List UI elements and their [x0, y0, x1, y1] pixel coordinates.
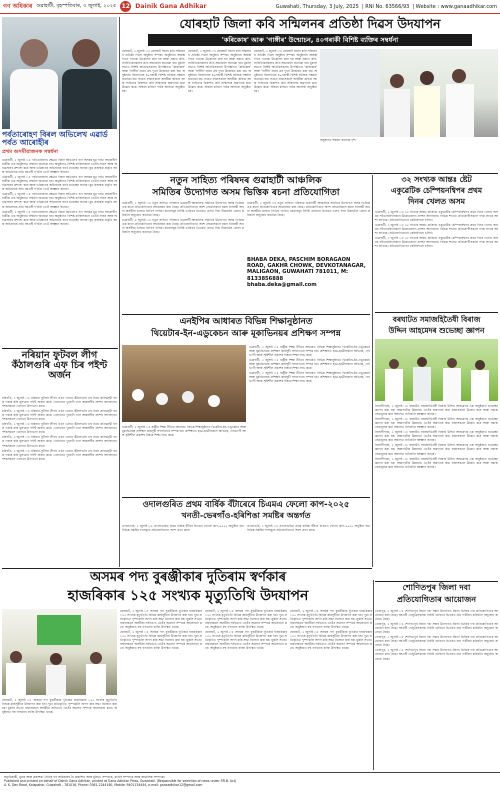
right2-photo-person-3-body	[443, 368, 461, 401]
bottom-lead-text-3b: যোৰহাট, ২ জুলাই ঃ অসমৰ পদ্য বুৰঞ্জীকাৰ দুতিৰাম হাজৰিকাৰ ১২৫ সংখ্যক মৃত্যুতিথি বিভিন্ন কাৰ্যসূচীৰে উদযাপন কৰা হয়। পুৱা প্ৰতিকৃতিত পুষ্পাঞ্জলি অৰ্পণ কৰি শ্ৰদ্ধা নিবেদন কৰা হয়। মুকলি সভাত বক্তাসকলে অসমীয়া সাহিত্যত তেওঁৰ অৱদান সম্পৰ্কে আলোচনা কৰে। অনুষ্ঠানত বহু গণ্যমান্য ব্যক্তি উপস্থিত থাকে।	[205, 630, 287, 651]
training-headline-2: থিয়েটাৰ-ইন-এডুকেচন আৰু মূকাভিনয়ৰ প্ৰশিক্ষণ সম্পন্ন	[151, 329, 341, 339]
center-address: BHABA DEKA, PASCHIM BORAGAON ROAD, GAKHR CHOWK, DEVKOTANAGAR, MALIGAON, GUWAHATI 781011, M: 8133856888	[247, 257, 366, 282]
center-email: bhaba.deka@gmail.com	[247, 281, 317, 288]
divider-right-2	[375, 581, 498, 582]
right2-photo	[375, 339, 498, 401]
training-headline-1: এনইপিৰ আধাৰত বিভিন্ন শিক্ষানুষ্ঠানত	[179, 317, 313, 327]
bottom-lead-text-2: যোৰহাট, ২ জুলাই ঃ অসমৰ পদ্য বুৰঞ্জীকাৰ দুতিৰাম হাজৰিকাৰ ১২৫ সংখ্যক মৃত্যুতিথি বিভিন্ন কাৰ্যসূচীৰে উদযাপন কৰা হয়। পুৱা প্ৰতিকৃতিত পুষ্পাঞ্জলি অৰ্পণ কৰি শ্ৰদ্ধা নিবেদন কৰা হয়। মুকলি সভাত বক্তাসকলে অসমীয়া সাহিত্যত তেওঁৰ অৱদান সম্পৰ্কে আলোচনা কৰে। অনুষ্ঠানত বহু গণ্যমান্য ব্যক্তি উপস্থিত থাকে।	[120, 609, 202, 630]
training-photo-child-2	[156, 393, 168, 405]
drama-body-col-1	[122, 524, 244, 566]
right1-body-text-3: গুৱাহাটী, ২ জুলাই ঃ ৩২ সংখ্যক আন্তঃ ৰাজ্যিক একুৱেটিক চেম্পিয়নশ্বিপৰ প্ৰথম দিনৰ খেলত অসমৰ সাঁতোৰবিদসকলে উল্লেখযোগ্য প্ৰদৰ্শন আগবঢ়ায়। বিভিন্ন শাখাত প্ৰতিযোগীসকলে পদক লাভৰ আশা ৰাখিছে। প্ৰতিযোগিতাখন কেইবাদিনো চলিব।	[375, 236, 498, 249]
right1-body	[375, 210, 498, 310]
center-body-text-2-wrap	[247, 201, 370, 257]
lead-photo-person-1-body	[384, 89, 410, 137]
bottom-lead-person-1-body	[6, 663, 26, 695]
left-date: গুৱাহাটী, বৃহস্পতিবাৰ, ৩ জুলাই, ২০২৫	[36, 2, 117, 9]
lead-subheadline: 'কৰিকোষ' আৰু 'গাঙ্গীৰ' উন্মোচন, ৪০গৰাকী বিশিষ্ট ব্যক্তিৰ সম্বৰ্ধনা	[148, 34, 472, 46]
right2-photo-person-2	[417, 357, 427, 367]
center-body-col-2	[247, 201, 370, 312]
column-rule-3	[373, 580, 374, 770]
training-body-text-1: গুৱাহাটী, ২ জুলাই ঃ ৰাষ্ট্ৰীয় শিক্ষা নীতিৰ আধাৰত বিভিন্ন শিক্ষানুষ্ঠানত থিয়েটাৰ-ইন-এডুকেচন আৰু মূকাভিনয়ৰ প্ৰশিক্ষণ কাৰ্যসূচী সফলতাৰে সম্পন্ন হয়। প্ৰশিক্ষণত ছাত্ৰ-ছাত্ৰীসকলে অভিনয়, দেহভংগী আৰু সৃষ্টিশীল প্ৰকাশৰ বিষয়ে শিক্ষা লাভ কৰে।	[249, 345, 370, 358]
center-body-text-1: গুৱাহাটী, ২ জুলাই ঃ নতুন সাহিত্য পৰিষদৰ গুৱাহাটী আঞ্চলিক সমিতিৰ উদ্যোগত অসম ভিত্তিক এক ৰচনা প্ৰতিযোগিতাৰ আয়োজন কৰা হৈছে। প্ৰতিযোগিতাত অংশ লোৱাসকলে ৰচনা ইংৰাজী অথবা অসমীয়া ভাষাত লিখিব পাৰিব। ৰচনাসমূহ নিৰ্দিষ্ট তাৰিখৰ ভিতৰত তলত দিয়া ঠিকনালৈ প্ৰেৰণ কৰিবলৈ অনুৰোধ জনোৱা হৈছে।	[122, 201, 244, 218]
drama-body-text-2: ওদালগুৰি, ২ জুলাই ঃ ওদালগুৰিত প্ৰথম বাৰ্ষিক বঁটাৰে চিএমএ ফেলো কাপ-২০২৫ অনুষ্ঠিত হয়। বিভিন্ন সমষ্টিৰ দলসমূহে প্ৰতিযোগিতাত অংশ গ্ৰহণ কৰে।	[247, 524, 370, 533]
footer-line-3: A. K. Dev Road, Kalapahar, Guwahati - 781016, Phone: 0361-2244160, Mobile: 9401134444, e-mail: ganaadhikar12@gmail.com	[4, 783, 203, 787]
bottom-lead-body-col-3	[205, 609, 287, 770]
page-number-badge: 12	[121, 3, 130, 10]
bottom-lead-text-4: যোৰহাট, ২ জুলাই ঃ অসমৰ পদ্য বুৰঞ্জীকাৰ দুতিৰাম হাজৰিকাৰ ১২৫ সংখ্যক মৃত্যুতিথি বিভিন্ন কাৰ্যসূচীৰে উদযাপন কৰা হয়। পুৱা প্ৰতিকৃতিত পুষ্পাঞ্জলি অৰ্পণ কৰি শ্ৰদ্ধা নিবেদন কৰা হয়। মুকলি সভাত বক্তাসকলে অসমীয়া সাহিত্যত তেওঁৰ অৱদান সম্পৰ্কে আলোচনা কৰে। অনুষ্ঠানত বহু গণ্যমান্য ব্যক্তি উপস্থিত থাকে।	[290, 609, 372, 630]
right2-body-text-3: বিলাসীপাৰা, ২ জুলাই ঃ বৰঘাটত সমাজহিতৈষী বিৰাজ উদ্দিন আহমেদক এক অনুষ্ঠানত শুভেচ্ছা জ্ঞাপন কৰা হয়। অঞ্চলটোৰ উন্নয়নত তেওঁৰ অৱদানৰ কথা বক্তাসকলে উল্লেখ কৰে আৰু সমাজসেৱামূলক কাম অব্যাহত ৰাখিবলৈ আহ্বান জনায়।	[375, 430, 498, 443]
football-para-3: মৰিগাঁও, ২ জুলাই ঃ নৰিয়ান ফুটবল লীগৰ এখন খেলত কঁঠালগুৰি এফ চিয়ে প্ৰতিদ্বন্দ্বী দলক পৰাস্ত কৰি মূল্যৱান পইণ্ট অৰ্জন কৰে। খেলখনত দুয়োটা দলে আকৰ্ষণীয় প্ৰদৰ্শন আগবঢ়ায়। দৰ্শকসকলে খেলখন উপভোগ কৰে।	[2, 422, 117, 435]
center-headline-2: সমিতিৰ উদ্যোগত অসম ভিত্তিক ৰচনা প্ৰতিযোগিতা	[152, 187, 340, 198]
football-para-5: মৰিগাঁও, ২ জুলাই ঃ নৰিয়ান ফুটবল লীগৰ এখন খেলত কঁঠালগুৰি এফ চিয়ে প্ৰতিদ্বন্দ্বী দলক পৰাস্ত কৰি মূল্যৱান পইণ্ট অৰ্জন কৰে। খেলখনত দুয়োটা দলে আকৰ্ষণীয় প্ৰদৰ্শন আগবঢ়ায়। দৰ্শকসকলে খেলখন উপভোগ কৰে।	[2, 448, 117, 461]
lead-photo	[320, 49, 498, 137]
right2-headline-2: উদ্দিন আহমেদৰ শুভেচ্ছা জ্ঞাপন	[388, 326, 485, 335]
right3-body-text-1: তেজপুৰ, ২ জুলাই ঃ শোণিতপুৰ জিলা দবা সন্থাৰ উদ্যোগত জিলা ভিত্তিক দবা প্ৰতিযোগিতাৰ আয়োজন কৰা হৈছে। আগ্ৰহী খেলুৱৈসকলক নিৰ্দিষ্ট তাৰিখৰ ভিতৰত নাম পঞ্জীয়ন কৰিবলৈ অনুৰোধ জনোৱা হৈছে।	[375, 609, 498, 622]
lead-photo-person-2	[420, 71, 434, 85]
training-photo-child-1	[132, 389, 144, 401]
lead-body-col-1	[122, 49, 185, 171]
right3-headline-1: শোণিতপুৰ জিলা দবা	[402, 583, 471, 592]
right2-body-text-4: বিলাসীপাৰা, ২ জুলাই ঃ বৰঘাটত সমাজহিতৈষী বিৰাজ উদ্দিন আহমেদক এক অনুষ্ঠানত শুভেচ্ছা জ্ঞাপন কৰা হয়। অঞ্চলটোৰ উন্নয়নত তেওঁৰ অৱদানৰ কথা বক্তাসকলে উল্লেখ কৰে আৰু সমাজসেৱামূলক কাম অব্যাহত ৰাখিবলৈ আহ্বান জনায়।	[375, 443, 498, 456]
training-body-text-4: গুৱাহাটী, ২ জুলাই ঃ ৰাষ্ট্ৰীয় শিক্ষা নীতিৰ আধাৰত বিভিন্ন শিক্ষানুষ্ঠানত থিয়েটাৰ-ইন-এডুকেচন আৰু মূকাভিনয়ৰ প্ৰশিক্ষণ কাৰ্যসূচী সফলতাৰে সম্পন্ন হয়। প্ৰশিক্ষণত ছাত্ৰ-ছাত্ৰীসকলে অভিনয়, দেহভংগী আৰু সৃষ্টিশীল প্ৰকাশৰ বিষয়ে শিক্ষা লাভ কৰে।	[122, 425, 246, 438]
center-body-col-1	[122, 201, 244, 312]
training-photo	[122, 345, 246, 422]
drama-headline-2: খনতী-ভেৰগাঁও-হৰিশিঙা সমষ্টিৰ অন্তৰ্গত	[181, 511, 311, 520]
dateline: Guwahati, Thursday, 3 July, 2025	[275, 3, 359, 10]
column-rule-1	[119, 17, 120, 567]
center-headline-1: নতুন সাহিত্য পৰিষদৰ গুৱাহাটী আঞ্চলিক	[170, 175, 322, 186]
right2-body-text-1: বিলাসীপাৰা, ২ জুলাই ঃ বৰঘাটত সমাজহিতৈষী বিৰাজ উদ্দিন আহমেদক এক অনুষ্ঠানত শুভেচ্ছা জ্ঞাপন কৰা হয়। অঞ্চলটোৰ উন্নয়নত তেওঁৰ অৱদানৰ কথা বক্তাসকলে উল্লেখ কৰে আৰু সমাজসেৱামূলক কাম অব্যাহত ৰাখিবলৈ আহ্বান জনায়।	[375, 404, 498, 417]
right2-headline-1: বৰঘাটত সমাজহিতৈষী বিৰাজ	[392, 315, 481, 324]
rni-number: RNI No. 63566/93	[365, 3, 410, 10]
masthead-bar	[0, 0, 500, 14]
lead-headline: যোৰহাট জিলা কবি সন্মিলনৰ প্ৰতিষ্ঠা দিৱস উদযাপন	[179, 16, 441, 31]
right3-body	[375, 609, 498, 770]
footer	[0, 772, 500, 794]
person-body-2	[62, 69, 112, 129]
lead-body-text-3: যোৰহাট, ২ জুলাই ঃ যোৰহাট জিলা কবি সন্মিলনৰ প্ৰতিষ্ঠা দিৱস অনুষ্ঠান সম্পন্ন। অনুষ্ঠানৰ আৰম্ভণিতে পতাকা উত্তোলন কৰা হয় আৰু প্ৰয়াত কবি-সাহিত্যিকসকলৰ প্ৰতি শ্ৰদ্ধাঞ্জলি জনোৱা হয়। মুকলি সভাত বিশিষ্ট অতিথিসকলৰ উপস্থিতিত 'কৰিকোষ' আৰু 'গাঙ্গীৰ' নামৰ গ্ৰন্থ দুখন উন্মোচন কৰা হয়। অনুষ্ঠানত জিলাখনৰ ৪০গৰাকী বিশিষ্ট ব্যক্তিক সম্বৰ্ধনা জনোৱা হয়। সভাত বক্তাসকলে অসমীয়া কবিতা আৰু সাহিত্যৰ বিকাশত কবি সন্মিলনৰ অৱদানৰ কথা উল্লেখ কৰে। সন্ধিয়া কবিতা পাঠৰ আসৰো অনুষ্ঠিত হয়।	[254, 49, 317, 94]
left-story-para-4: গুৱাহাটী, ২ জুলাই ঃ পৰ্বতাৰোহণৰ ক্ষেত্ৰত বিৰল অভিলেখ গঢ়া অসমৰ যুৱ পৰ্বত আৰোহীগৰাকীক এক অনুষ্ঠানত সম্বৰ্ধনা জনোৱা হয়। অনুষ্ঠানত বিশিষ্ট ব্যক্তিসকলে তেওঁৰ সাহস আৰু অধ্যৱসায়ৰ প্ৰশংসা কৰে আৰু ভৱিষ্যতৰ অভিযানৰ বাবে শুভেচ্ছা জনায়। যুৱ প্ৰজন্মক প্ৰকৃতি আৰু অভিযানৰ প্ৰতি আগ্ৰহী হ'বলৈ তেওঁ আহ্বান জনায়।	[2, 209, 117, 226]
training-body-left	[122, 425, 246, 495]
training-body-text-3: গুৱাহাটী, ২ জুলাই ঃ ৰাষ্ট্ৰীয় শিক্ষা নীতিৰ আধাৰত বিভিন্ন শিক্ষানুষ্ঠানত থিয়েটাৰ-ইন-এডুকেচন আৰু মূকাভিনয়ৰ প্ৰশিক্ষণ কাৰ্যসূচী সফলতাৰে সম্পন্ন হয়। প্ৰশিক্ষণত ছাত্ৰ-ছাত্ৰীসকলে অভিনয়, দেহভংগী আৰু সৃষ্টিশীল প্ৰকাশৰ বিষয়ে শিক্ষা লাভ কৰে।	[249, 371, 370, 384]
bottom-lead-text-1: যোৰহাট, ২ জুলাই ঃ অসমৰ পদ্য বুৰঞ্জীকাৰ দুতিৰাম হাজৰিকাৰ ১২৫ সংখ্যক মৃত্যুতিথি বিভিন্ন কাৰ্যসূচীৰে উদযাপন কৰা হয়। পুৱা প্ৰতিকৃতিত পুষ্পাঞ্জলি অৰ্পণ কৰি শ্ৰদ্ধা নিবেদন কৰা হয়। মুকলি সভাত বক্তাসকলে অসমীয়া সাহিত্যত তেওঁৰ অৱদান সম্পৰ্কে আলোচনা কৰে। অনুষ্ঠানত বহু গণ্যমান্য ব্যক্তি উপস্থিত থাকে।	[2, 698, 117, 715]
left-story-para-3: গুৱাহাটী, ২ জুলাই ঃ পৰ্বতাৰোহণৰ ক্ষেত্ৰত বিৰল অভিলেখ গঢ়া অসমৰ যুৱ পৰ্বত আৰোহীগৰাকীক এক অনুষ্ঠানত সম্বৰ্ধনা জনোৱা হয়। অনুষ্ঠানত বিশিষ্ট ব্যক্তিসকলে তেওঁৰ সাহস আৰু অধ্যৱসায়ৰ প্ৰশংসা কৰে আৰু ভৱিষ্যতৰ অভিযানৰ বাবে শুভেচ্ছা জনায়। যুৱ প্ৰজন্মক প্ৰকৃতি আৰু অভিযানৰ প্ৰতি আগ্ৰহী হ'বলৈ তেওঁ আহ্বান জনায়।	[2, 192, 117, 209]
person-head-1	[20, 39, 48, 67]
footer-line-1: স্বত্বাধিকাৰী, মুদ্ৰক আৰু প্ৰকাশক: দৈনিক গণ অধিকাৰৰ হৈ প্ৰকাশিত আৰু মুদ্ৰিত। সম্পাদক, বাতৰি সম্পাদক আৰু আৱাসিক সম্পাদক।	[4, 775, 166, 779]
right2-photo-person-4	[475, 360, 485, 370]
center-body-text-1b: গুৱাহাটী, ২ জুলাই ঃ নতুন সাহিত্য পৰিষদৰ গুৱাহাটী আঞ্চলিক সমিতিৰ উদ্যোগত অসম ভিত্তিক এক ৰচনা প্ৰতিযোগিতাৰ আয়োজন কৰা হৈছে। প্ৰতিযোগিতাত অংশ লোৱাসকলে ৰচনা ইংৰাজী অথবা অসমীয়া ভাষাত লিখিব পাৰিব। ৰচনাসমূহ নিৰ্দিষ্ট তাৰিখৰ ভিতৰত তলত দিয়া ঠিকনালৈ প্ৰেৰণ কৰিবলৈ অনুৰোধ জনোৱা হৈছে।	[122, 218, 244, 235]
divider-center-2	[122, 497, 370, 498]
right1-body-text-1: গুৱাহাটী, ২ জুলাই ঃ ৩২ সংখ্যক আন্তঃ ৰাজ্যিক একুৱেটিক চেম্পিয়নশ্বিপৰ প্ৰথম দিনৰ খেলত অসমৰ সাঁতোৰবিদসকলে উল্লেখযোগ্য প্ৰদৰ্শন আগবঢ়ায়। বিভিন্ন শাখাত প্ৰতিযোগীসকলে পদক লাভৰ আশা ৰাখিছে। প্ৰতিযোগিতাখন কেইবাদিনো চলিব।	[375, 210, 498, 223]
training-body	[249, 345, 370, 495]
right3-body-text-2: তেজপুৰ, ২ জুলাই ঃ শোণিতপুৰ জিলা দবা সন্থাৰ উদ্যোগত জিলা ভিত্তিক দবা প্ৰতিযোগিতাৰ আয়োজন কৰা হৈছে। আগ্ৰহী খেলুৱৈসকলক নিৰ্দিষ্ট তাৰিখৰ ভিতৰত নাম পঞ্জীয়ন কৰিবলৈ অনুৰোধ জনোৱা হৈছে।	[375, 622, 498, 635]
lead-caption-text: অনুষ্ঠানত সম্বৰ্ধনা জনোৱা দৃশ্য	[320, 139, 356, 142]
right2-photo-person-1	[389, 359, 399, 369]
person-head-2	[72, 39, 100, 67]
newspaper-logo: গণ অধিকাৰ	[3, 3, 33, 10]
lead-photo-wall	[320, 49, 380, 137]
right2-photo-person-4-body	[471, 370, 489, 401]
football-headline: নৰিয়ান ফুটবল লীগ কঁঠালগুৰি এফ চিৰ পইণ্ট অৰ্জন	[11, 350, 108, 382]
right1-headline-2: একুৱেটিক চেম্পিয়নশ্বিপৰ প্ৰথম	[391, 186, 482, 195]
right2-photo-person-3	[447, 358, 457, 368]
football-para-1: মৰিগাঁও, ২ জুলাই ঃ নৰিয়ান ফুটবল লীগৰ এখন খেলত কঁঠালগুৰি এফ চিয়ে প্ৰতিদ্বন্দ্বী দলক পৰাস্ত কৰি মূল্যৱান পইণ্ট অৰ্জন কৰে। খেলখনত দুয়োটা দলে আকৰ্ষণীয় প্ৰদৰ্শন আগবঢ়ায়। দৰ্শকসকলে খেলখন উপভোগ কৰে।	[2, 396, 117, 409]
bottom-lead-text-3: যোৰহাট, ২ জুলাই ঃ অসমৰ পদ্য বুৰঞ্জীকাৰ দুতিৰাম হাজৰিকাৰ ১২৫ সংখ্যক মৃত্যুতিথি বিভিন্ন কাৰ্যসূচীৰে উদযাপন কৰা হয়। পুৱা প্ৰতিকৃতিত পুষ্পাঞ্জলি অৰ্পণ কৰি শ্ৰদ্ধা নিবেদন কৰা হয়। মুকলি সভাত বক্তাসকলে অসমীয়া সাহিত্যত তেওঁৰ অৱদান সম্পৰ্কে আলোচনা কৰে। অনুষ্ঠানত বহু গণ্যমান্য ব্যক্তি উপস্থিত থাকে।	[205, 609, 287, 630]
left-story-para-1: গুৱাহাটী, ২ জুলাই ঃ পৰ্বতাৰোহণৰ ক্ষেত্ৰত বিৰল অভিলেখ গঢ়া অসমৰ যুৱ পৰ্বত আৰোহীগৰাকীক এক অনুষ্ঠানত সম্বৰ্ধনা জনোৱা হয়। অনুষ্ঠানত বিশিষ্ট ব্যক্তিসকলে তেওঁৰ সাহস আৰু অধ্যৱসায়ৰ প্ৰশংসা কৰে আৰু ভৱিষ্যতৰ অভিযানৰ বাবে শুভেচ্ছা জনায়। যুৱ প্ৰজন্মক প্ৰকৃতি আৰু অভিযানৰ প্ৰতি আগ্ৰহী হ'বলৈ তেওঁ আহ্বান জনায়।	[2, 158, 117, 175]
bottom-lead-person-1	[10, 651, 22, 663]
lead-photo-person-1	[390, 74, 404, 88]
divider-right-1	[375, 312, 498, 313]
website: Website : www.ganaadhikar.com	[415, 3, 497, 10]
bottom-lead-person-2	[50, 653, 62, 665]
left-top-photo	[2, 17, 117, 129]
bottom-lead-text-2b: যোৰহাট, ২ জুলাই ঃ অসমৰ পদ্য বুৰঞ্জীকাৰ দুতিৰাম হাজৰিকাৰ ১২৫ সংখ্যক মৃত্যুতিথি বিভিন্ন কাৰ্যসূচীৰে উদযাপন কৰা হয়। পুৱা প্ৰতিকৃতিত পুষ্পাঞ্জলি অৰ্পণ কৰি শ্ৰদ্ধা নিবেদন কৰা হয়। মুকলি সভাত বক্তাসকলে অসমীয়া সাহিত্যত তেওঁৰ অৱদান সম্পৰ্কে আলোচনা কৰে। অনুষ্ঠানত বহু গণ্যমান্য ব্যক্তি উপস্থিত থাকে।	[120, 630, 202, 651]
lead-body-col-2	[188, 49, 251, 171]
bottom-lead-text-4b: যোৰহাট, ২ জুলাই ঃ অসমৰ পদ্য বুৰঞ্জীকাৰ দুতিৰাম হাজৰিকাৰ ১২৫ সংখ্যক মৃত্যুতিথি বিভিন্ন কাৰ্যসূচীৰে উদযাপন কৰা হয়। পুৱা প্ৰতিকৃতিত পুষ্পাঞ্জলি অৰ্পণ কৰি শ্ৰদ্ধা নিবেদন কৰা হয়। মুকলি সভাত বক্তাসকলে অসমীয়া সাহিত্যত তেওঁৰ অৱদান সম্পৰ্কে আলোচনা কৰে। অনুষ্ঠানত বহু গণ্যমান্য ব্যক্তি উপস্থিত থাকে।	[290, 630, 372, 651]
drama-headline-1: ওদালগুৰিত প্ৰথম বাৰ্ষিক বঁটাৰেৰে চিএমএ ফেলো কাপ-২০২৫	[142, 499, 350, 509]
training-photo-child-4	[208, 395, 220, 407]
football-body	[2, 396, 117, 566]
right2-body-text-5: বিলাসীপাৰা, ২ জুলাই ঃ বৰঘাটত সমাজহিতৈষী বিৰাজ উদ্দিন আহমেদক এক অনুষ্ঠানত শুভেচ্ছা জ্ঞাপন কৰা হয়। অঞ্চলটোৰ উন্নয়নত তেওঁৰ অৱদানৰ কথা বক্তাসকলে উল্লেখ কৰে আৰু সমাজসেৱামূলক কাম অব্যাহত ৰাখিবলৈ আহ্বান জনায়।	[375, 456, 498, 469]
left-story-subheadline: প্ৰথম অসমীয়াজনক সম্বৰ্ধনা	[2, 149, 58, 155]
lead-photo-caption	[320, 139, 498, 167]
lead-photo-person-3-body	[446, 84, 474, 137]
right1-body-text-2: গুৱাহাটী, ২ জুলাই ঃ ৩২ সংখ্যক আন্তঃ ৰাজ্যিক একুৱেটিক চেম্পিয়নশ্বিপৰ প্ৰথম দিনৰ খেলত অসমৰ সাঁতোৰবিদসকলে উল্লেখযোগ্য প্ৰদৰ্শন আগবঢ়ায়। বিভিন্ন শাখাত প্ৰতিযোগীসকলে পদক লাভৰ আশা ৰাখিছে। প্ৰতিযোগিতাখন কেইবাদিনো চলিব।	[375, 223, 498, 236]
lead-photo-person-3	[452, 69, 466, 83]
lead-photo-person-2-body	[414, 86, 440, 137]
divider-center	[122, 314, 370, 315]
drama-body-col-2	[247, 524, 370, 566]
right2-body-text-2: বিলাসীপাৰা, ২ জুলাই ঃ বৰঘাটত সমাজহিতৈষী বিৰাজ উদ্দিন আহমেদক এক অনুষ্ঠানত শুভেচ্ছা জ্ঞাপন কৰা হয়। অঞ্চলটোৰ উন্নয়নত তেওঁৰ অৱদানৰ কথা বক্তাসকলে উল্লেখ কৰে আৰু সমাজসেৱামূলক কাম অব্যাহত ৰাখিবলৈ আহ্বান জনায়।	[375, 417, 498, 430]
bottom-lead-headline-1: অসমৰ পদ্য বুৰঞ্জীকাৰ দুতিৰাম স্বৰ্ণকাৰ	[89, 570, 287, 585]
column-rule-2	[372, 175, 373, 567]
right2-body	[375, 404, 498, 579]
right1-headline-1: ৩২ সংখ্যক আন্তঃ ষ্টেট	[401, 175, 472, 184]
masthead-meta: Guwahati, Thursday, 3 July, 2025 | RNI No. 63566/93 | Website : www.ganaadhikar.com	[275, 3, 497, 10]
football-para-2: মৰিগাঁও, ২ জুলাই ঃ নৰিয়ান ফুটবল লীগৰ এখন খেলত কঁঠালগুৰি এফ চিয়ে প্ৰতিদ্বন্দ্বী দলক পৰাস্ত কৰি মূল্যৱান পইণ্ট অৰ্জন কৰে। খেলখনত দুয়োটা দলে আকৰ্ষণীয় প্ৰদৰ্শন আগবঢ়ায়। দৰ্শকসকলে খেলখন উপভোগ কৰে।	[2, 409, 117, 422]
bottom-lead-photo	[2, 609, 117, 695]
training-body-text-2: গুৱাহাটী, ২ জুলাই ঃ ৰাষ্ট্ৰীয় শিক্ষা নীতিৰ আধাৰত বিভিন্ন শিক্ষানুষ্ঠানত থিয়েটাৰ-ইন-এডুকেচন আৰু মূকাভিনয়ৰ প্ৰশিক্ষণ কাৰ্যসূচী সফলতাৰে সম্পন্ন হয়। প্ৰশিক্ষণত ছাত্ৰ-ছাত্ৰীসকলে অভিনয়, দেহভংগী আৰু সৃষ্টিশীল প্ৰকাশৰ বিষয়ে শিক্ষা লাভ কৰে।	[249, 358, 370, 371]
right1-headline-3: দিনৰ খেলত অসম	[408, 197, 465, 206]
training-photo-child-3	[182, 391, 194, 403]
right3-body-text-4: তেজপুৰ, ২ জুলাই ঃ শোণিতপুৰ জিলা দবা সন্থাৰ উদ্যোগত জিলা ভিত্তিক দবা প্ৰতিযোগিতাৰ আয়োজন কৰা হৈছে। আগ্ৰহী খেলুৱৈসকলক নিৰ্দিষ্ট তাৰিখৰ ভিতৰত নাম পঞ্জীয়ন কৰিবলৈ অনুৰোধ জনোৱা হৈছে।	[375, 648, 498, 661]
bottom-lead-body-col-1	[2, 698, 117, 770]
bottom-lead-body-col-2	[120, 609, 202, 770]
drama-body-text-1: ওদালগুৰি, ২ জুলাই ঃ ওদালগুৰিত প্ৰথম বাৰ্ষিক বঁটাৰে চিএমএ ফেলো কাপ-২০২৫ অনুষ্ঠিত হয়। বিভিন্ন সমষ্টিৰ দলসমূহে প্ৰতিযোগিতাত অংশ গ্ৰহণ কৰে।	[122, 524, 244, 533]
bottom-lead-person-3-body	[86, 664, 106, 695]
bottom-lead-headline-2: হাজৰিকাৰ ১২৫ সংখ্যক মৃত্যুতিথি উদযাপন	[67, 588, 309, 604]
person-body-1	[10, 69, 58, 129]
left-story-headline: পৰ্বতাৰোহণ বিৰল অভিলেখ এৱাৰ্ড পৰ্বত আৰোহীৰ	[2, 130, 108, 147]
lead-body-text-1: যোৰহাট, ২ জুলাই ঃ যোৰহাট জিলা কবি সন্মিলনৰ প্ৰতিষ্ঠা দিৱস অনুষ্ঠান সম্পন্ন। অনুষ্ঠানৰ আৰম্ভণিতে পতাকা উত্তোলন কৰা হয় আৰু প্ৰয়াত কবি-সাহিত্যিকসকলৰ প্ৰতি শ্ৰদ্ধাঞ্জলি জনোৱা হয়। মুকলি সভাত বিশিষ্ট অতিথিসকলৰ উপস্থিতিত 'কৰিকোষ' আৰু 'গাঙ্গীৰ' নামৰ গ্ৰন্থ দুখন উন্মোচন কৰা হয়। অনুষ্ঠানত জিলাখনৰ ৪০গৰাকী বিশিষ্ট ব্যক্তিক সম্বৰ্ধনা জনোৱা হয়। সভাত বক্তাসকলে অসমীয়া কবিতা আৰু সাহিত্যৰ বিকাশত কবি সন্মিলনৰ অৱদানৰ কথা উল্লেখ কৰে। সন্ধিয়া কবিতা পাঠৰ আসৰো অনুষ্ঠিত হয়।	[122, 49, 185, 94]
right2-photo-person-2-body	[413, 367, 431, 401]
right3-headline-2: প্ৰতিযোগিতাৰ আয়োজন	[396, 595, 477, 604]
bottom-lead-banner	[37, 615, 81, 645]
football-para-4: মৰিগাঁও, ২ জুলাই ঃ নৰিয়ান ফুটবল লীগৰ এখন খেলত কঁঠালগুৰি এফ চিয়ে প্ৰতিদ্বন্দ্বী দলক পৰাস্ত কৰি মূল্যৱান পইণ্ট অৰ্জন কৰে। খেলখনত দুয়োটা দলে আকৰ্ষণীয় প্ৰদৰ্শন আগবঢ়ায়। দৰ্শকসকলে খেলখন উপভোগ কৰে।	[2, 435, 117, 448]
bottom-lead-person-2-body	[46, 665, 66, 695]
left-story-body	[2, 158, 117, 346]
lead-body-text-2: যোৰহাট, ২ জুলাই ঃ যোৰহাট জিলা কবি সন্মিলনৰ প্ৰতিষ্ঠা দিৱস অনুষ্ঠান সম্পন্ন। অনুষ্ঠানৰ আৰম্ভণিতে পতাকা উত্তোলন কৰা হয় আৰু প্ৰয়াত কবি-সাহিত্যিকসকলৰ প্ৰতি শ্ৰদ্ধাঞ্জলি জনোৱা হয়। মুকলি সভাত বিশিষ্ট অতিথিসকলৰ উপস্থিতিত 'কৰিকোষ' আৰু 'গাঙ্গীৰ' নামৰ গ্ৰন্থ দুখন উন্মোচন কৰা হয়। অনুষ্ঠানত জিলাখনৰ ৪০গৰাকী বিশিষ্ট ব্যক্তিক সম্বৰ্ধনা জনোৱা হয়। সভাত বক্তাসকলে অসমীয়া কবিতা আৰু সাহিত্যৰ বিকাশত কবি সন্মিলনৰ অৱদানৰ কথা উল্লেখ কৰে। সন্ধিয়া কবিতা পাঠৰ আসৰো অনুষ্ঠিত হয়।	[188, 49, 251, 94]
paper-name: Dainik Gana Adhikar	[135, 3, 207, 10]
divider-top	[122, 173, 498, 174]
center-body-text-2: গুৱাহাটী, ২ জুলাই ঃ নতুন সাহিত্য পৰিষদৰ গুৱাহাটী আঞ্চলিক সমিতিৰ উদ্যোগত অসম ভিত্তিক এক ৰচনা প্ৰতিযোগিতাৰ আয়োজন কৰা হৈছে। প্ৰতিযোগিতাত অংশ লোৱাসকলে ৰচনা ইংৰাজী অথবা অসমীয়া ভাষাত লিখিব পাৰিব। ৰচনাসমূহ নিৰ্দিষ্ট তাৰিখৰ ভিতৰত তলত দিয়া ঠিকনালৈ প্ৰেৰণ কৰিবলৈ অনুৰোধ জনোৱা হৈছে।	[247, 201, 370, 218]
lead-body-col-3	[254, 49, 317, 171]
footer-line-2: Published and printed on behalf of Dainik Gana Adhikar, printed at Gana Adhikar Press, Guwahati. (Responsible for selection of news under P.R.B. Act)	[4, 779, 237, 783]
bottom-lead-body-col-4	[290, 609, 372, 770]
right3-body-text-3: তেজপুৰ, ২ জুলাই ঃ শোণিতপুৰ জিলা দবা সন্থাৰ উদ্যোগত জিলা ভিত্তিক দবা প্ৰতিযোগিতাৰ আয়োজন কৰা হৈছে। আগ্ৰহী খেলুৱৈসকলক নিৰ্দিষ্ট তাৰিখৰ ভিতৰত নাম পঞ্জীয়ন কৰিবলৈ অনুৰোধ জনোৱা হৈছে।	[375, 635, 498, 648]
divider-left-1	[2, 348, 118, 349]
bottom-lead-person-3	[90, 652, 102, 664]
left-story-para-2: গুৱাহাটী, ২ জুলাই ঃ পৰ্বতাৰোহণৰ ক্ষেত্ৰত বিৰল অভিলেখ গঢ়া অসমৰ যুৱ পৰ্বত আৰোহীগৰাকীক এক অনুষ্ঠানত সম্বৰ্ধনা জনোৱা হয়। অনুষ্ঠানত বিশিষ্ট ব্যক্তিসকলে তেওঁৰ সাহস আৰু অধ্যৱসায়ৰ প্ৰশংসা কৰে আৰু ভৱিষ্যতৰ অভিযানৰ বাবে শুভেচ্ছা জনায়। যুৱ প্ৰজন্মক প্ৰকৃতি আৰু অভিযানৰ প্ৰতি আগ্ৰহী হ'বলৈ তেওঁ আহ্বান জনায়।	[2, 175, 117, 192]
right2-photo-person-1-body	[385, 369, 403, 401]
